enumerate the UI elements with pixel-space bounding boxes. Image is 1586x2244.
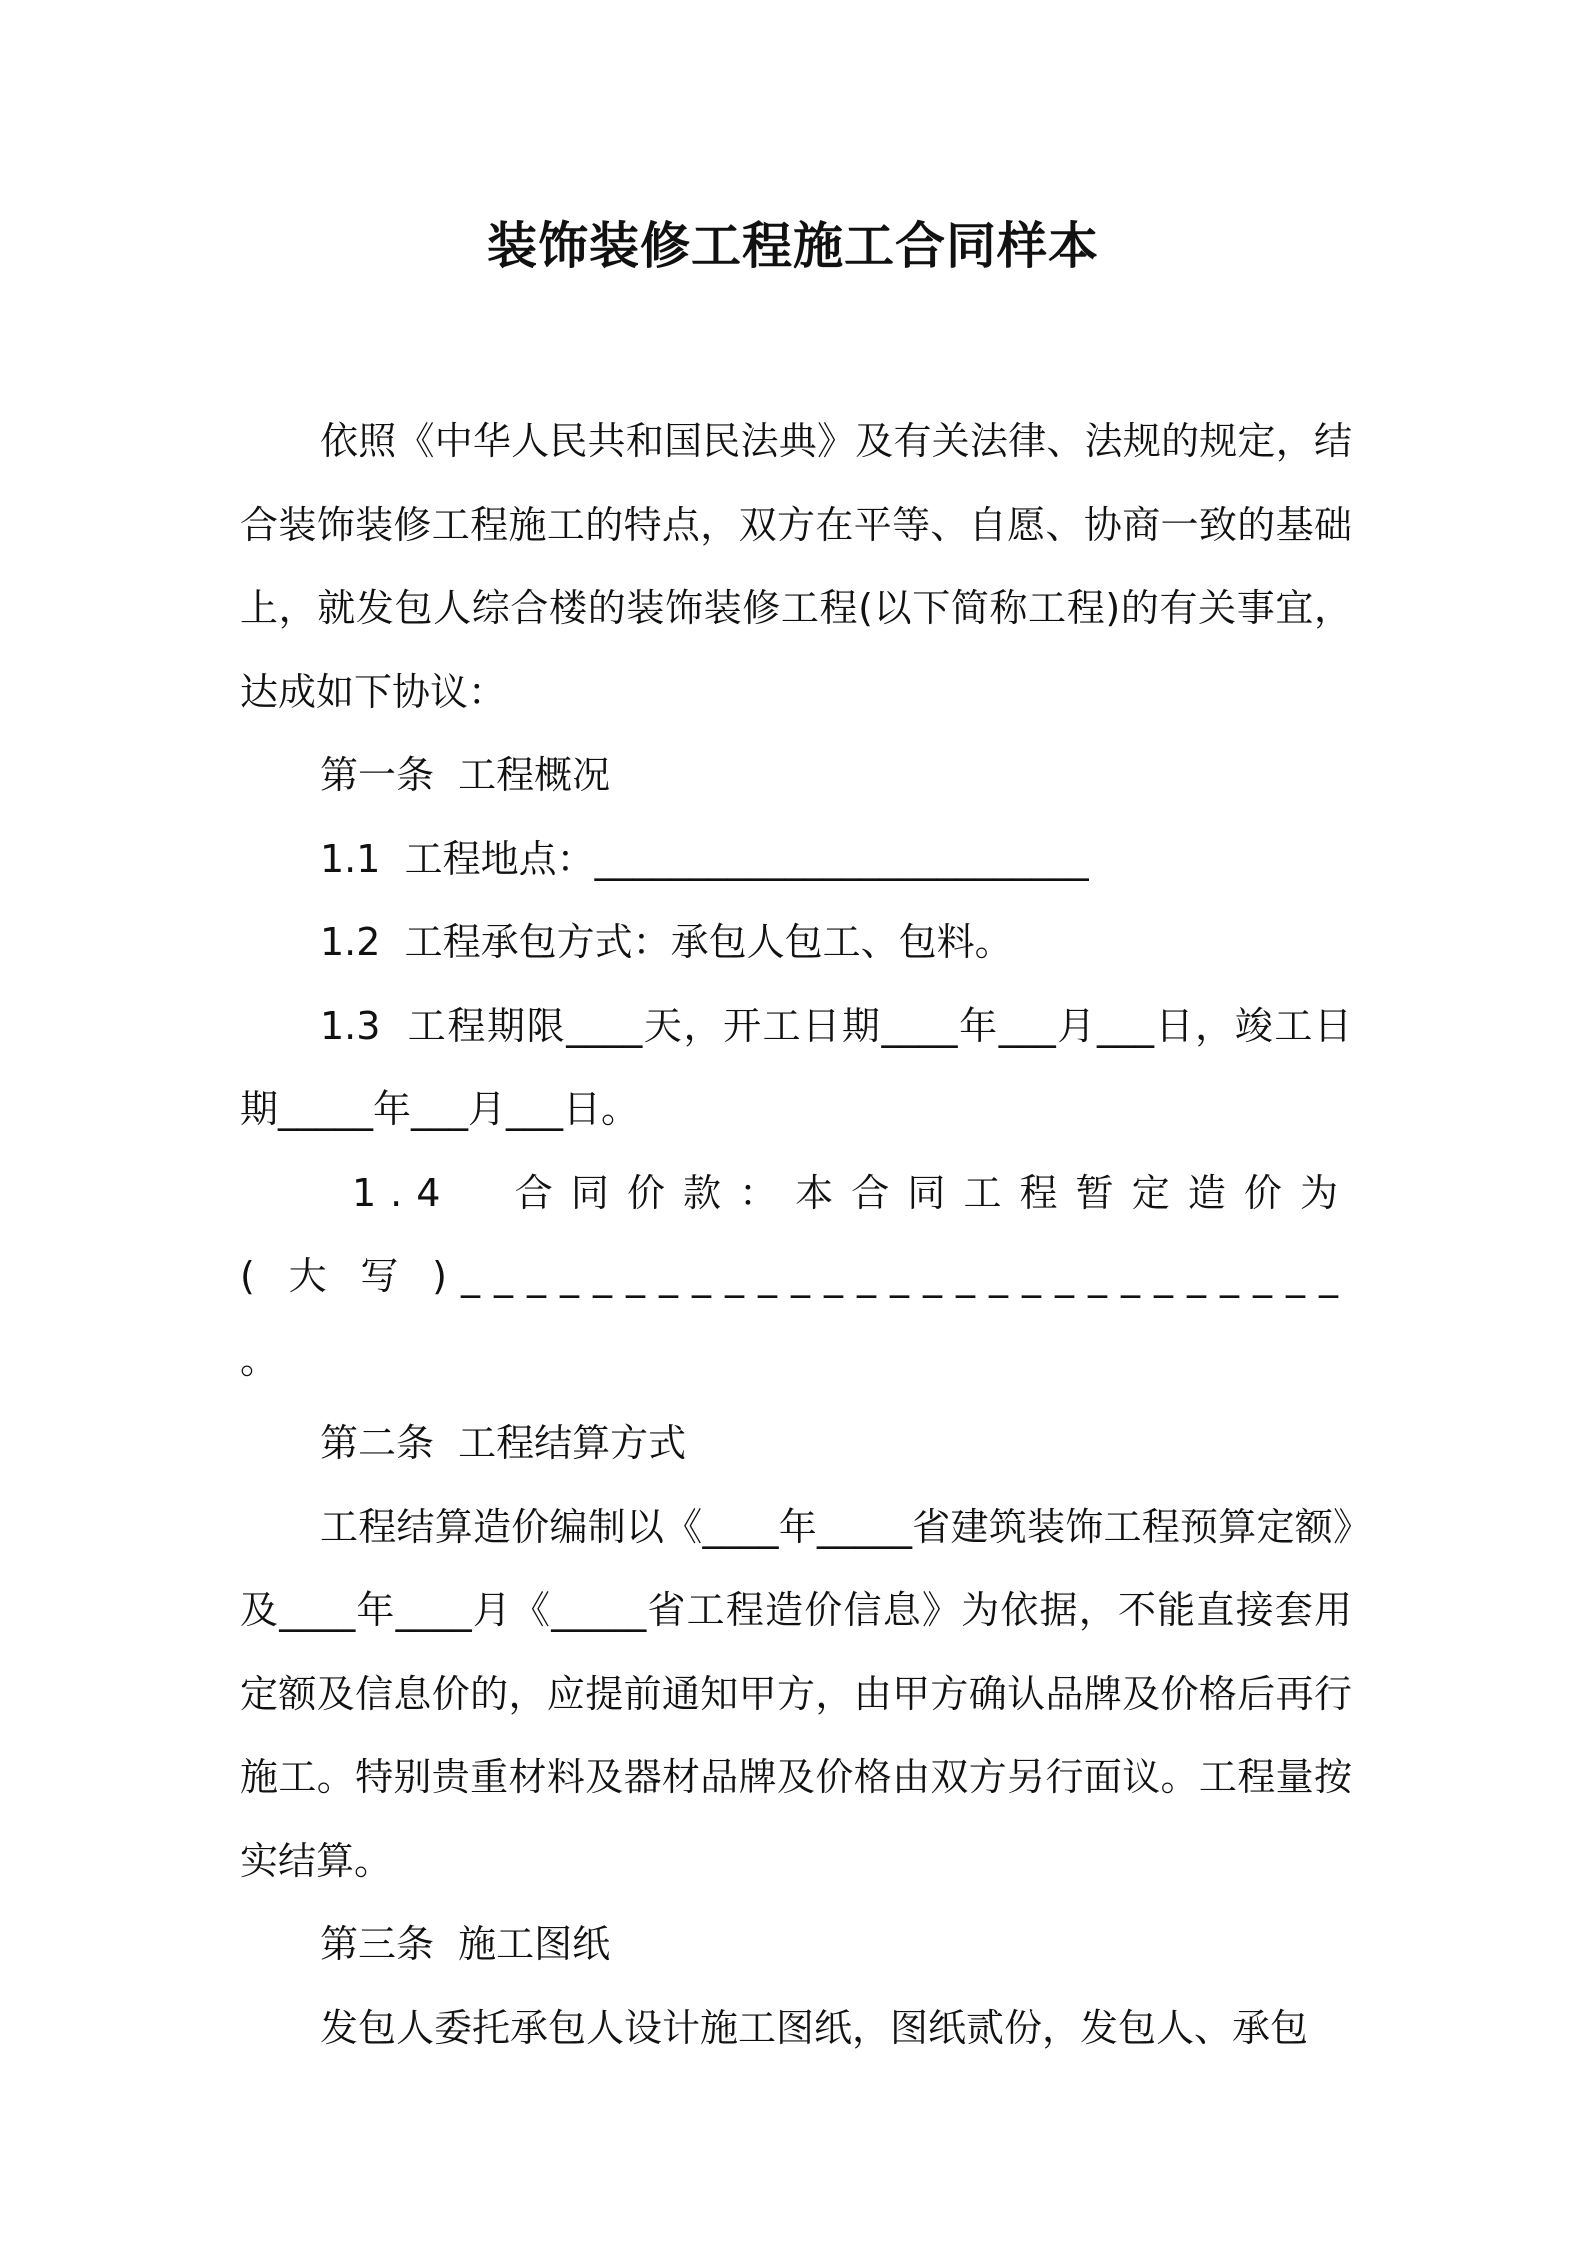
- clause-1-4: 1.4 合同价款：本合同工程暂定造价为(大写)___________________________ 。: [240, 1170, 1379, 1382]
- preamble-paragraph: 依照《中华人民共和国民法典》及有关法律、法规的规定，结合装饰装修工程施工的特点，双方在平等、自愿、协商一致的基础上，就发包人综合楼的装饰装修工程(以下简称工程)的有关事宜，达成如下协议：: [240, 419, 1352, 714]
- document-title: 装饰装修工程施工合同样本: [487, 217, 1099, 275]
- article-3-heading: 第三条 施工图纸: [320, 1922, 611, 1966]
- article-2-heading: 第二条 工程结算方式: [320, 1421, 687, 1465]
- article-3-body: 发包人委托承包人设计施工图纸，图纸贰份，发包人、承包: [320, 2005, 1309, 2050]
- article-2-body: 工程结算造价编制以《____年_____省建筑装饰工程预算定额》及____年____月《_____省工程造价信息》为依据，不能直接套用定额及信息价的，应提前通知甲方，由甲方确认品牌及价格后再行施工。特别贵重材料及器材品牌及价格由双方另行面议。工程量按实结算。: [240, 1504, 1352, 1883]
- document-body: [240, 400, 1379, 2070]
- clause-1-2: 1.2 工程承包方式：承包人包工、包料。: [320, 920, 1013, 964]
- article-1-heading: 第一条 工程概况: [320, 753, 611, 797]
- clause-1-1: 1.1 工程地点：__________________________: [320, 836, 1089, 881]
- clause-1-3: 1.3 工程期限____天，开工日期____年___月___日，竣工日期_____年___月___日。: [240, 1003, 1352, 1131]
